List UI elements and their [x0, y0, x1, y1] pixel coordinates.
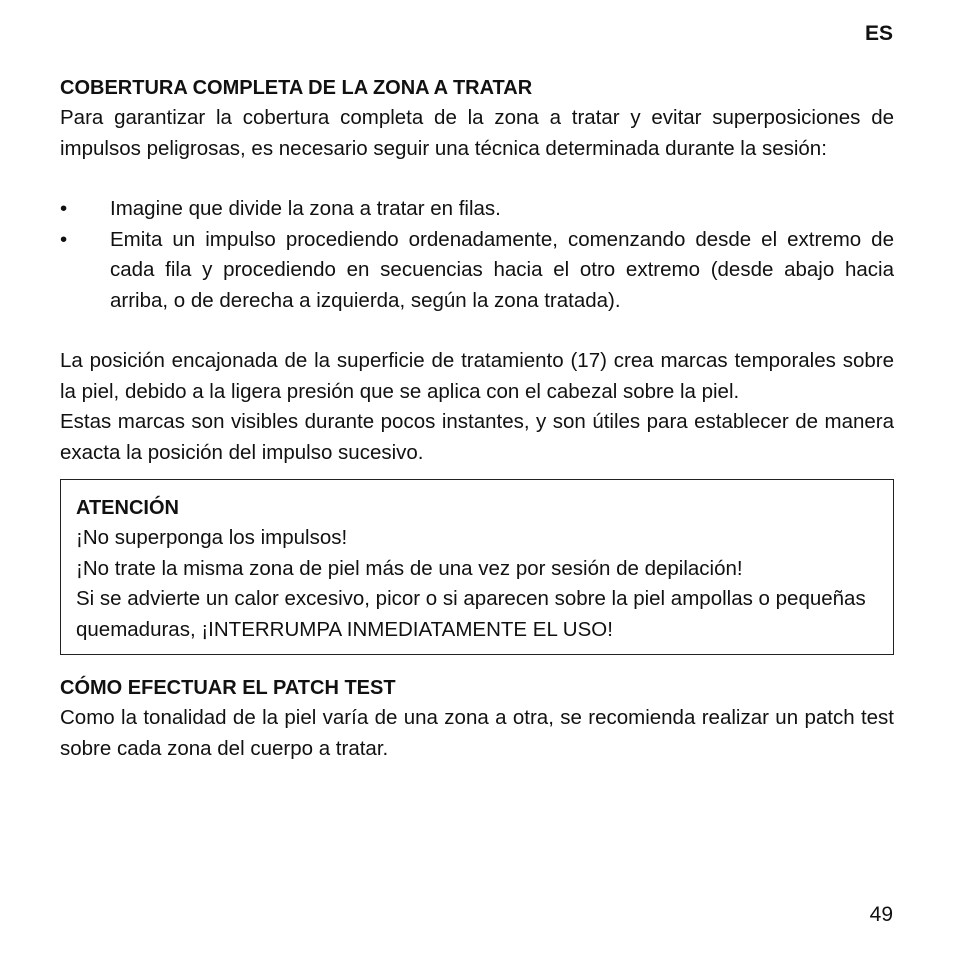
- coverage-intro-paragraph: Para garantizar la cobertura completa de la zona a tratar y evitar superposiciones de impulsos peligrosas, es necesario seguir una técnica determinada durante la sesión:: [60, 106, 894, 160]
- list-item-text: Emita un impulso procediendo ordenadamente, comenzando desde el extremo de cada fila y procediendo en secuencias hacia el otro extremo (desde abajo hacia arriba, o de derecha a izquierda, según la zona tratada).: [110, 227, 894, 312]
- list-item: [60, 225, 894, 317]
- warning-line: ¡No trate la misma zona de piel más de una vez por sesión de depilación!: [76, 556, 743, 580]
- page-content: [60, 73, 894, 764]
- patch-test-paragraph: Como la tonalidad de la piel varía de una zona a otra, se recomienda realizar un patch test sobre cada zona del cuerpo a tratar.: [60, 706, 894, 760]
- spacer: [60, 164, 894, 194]
- list-item: [60, 194, 894, 225]
- marks-paragraph: La posición encajonada de la superficie de tratamiento (17) crea marcas temporales sobre la piel, debido a la ligera presión que se aplica con el cabezal sobre la piel.: [60, 349, 894, 403]
- warning-box: [60, 479, 894, 655]
- section-heading-patch-test: CÓMO EFECTUAR EL PATCH TEST: [60, 677, 396, 699]
- bullet-icon: •: [60, 197, 68, 220]
- marks-visibility-paragraph: Estas marcas son visibles durante pocos instantes, y son útiles para establecer de manera exacta la posición del impulso sucesivo.: [60, 410, 894, 464]
- spacer: [60, 316, 894, 346]
- section-heading-coverage: COBERTURA COMPLETA DE LA ZONA A TRATAR: [60, 77, 533, 99]
- bullet-icon: •: [60, 227, 68, 251]
- technique-bullet-list: [60, 194, 894, 316]
- warning-line: ¡No superponga los impulsos!: [76, 526, 348, 549]
- warning-title: ATENCIÓN: [76, 497, 179, 519]
- warning-line: Si se advierte un calor excesivo, picor o si aparecen sobre la piel ampollas o pequeñas quemaduras, ¡INTERRUMPA INMEDIATAMENTE EL USO!: [76, 587, 866, 641]
- language-code: ES: [864, 22, 893, 45]
- page-number: 49: [869, 903, 893, 926]
- list-item-text: Imagine que divide la zona a tratar en filas.: [110, 197, 501, 220]
